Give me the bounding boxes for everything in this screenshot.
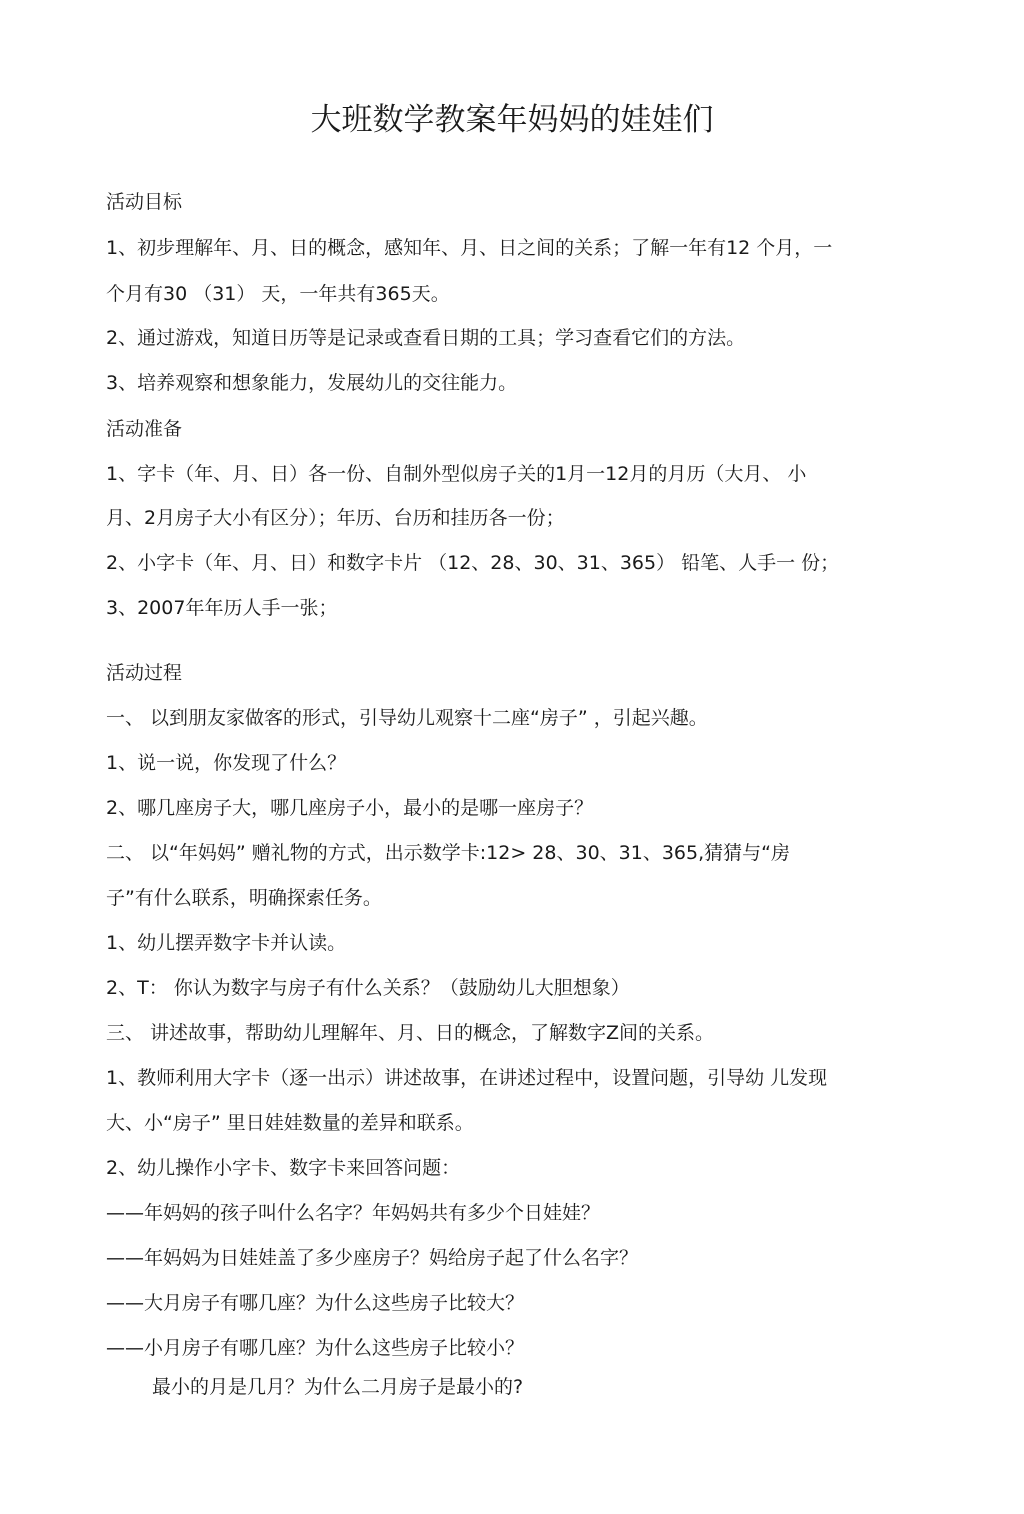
paragraph-line: 2、通过游戏，知道日历等是记录或查看日期的工具；学习查看它们的方法。 bbox=[106, 327, 746, 349]
paragraph-line: 2、幼儿操作小字卡、数字卡来回答问题： bbox=[106, 1157, 461, 1179]
paragraph-line: 月、2月房子大小有区分）；年历、台历和挂历各一份； bbox=[106, 507, 565, 529]
paragraph-line: 2、T： 你认为数字与房子有什么关系？（鼓励幼儿大胆想象） bbox=[106, 977, 630, 999]
paragraph-line: 大、小“房子” 里日娃娃数量的差异和联系。 bbox=[106, 1112, 474, 1134]
paragraph-line: 1、教师利用大字卡（逐一出示）讲述故事，在讲述过程中，设置问题，引导幼 儿发现 bbox=[106, 1067, 828, 1089]
section-heading-process: 活动过程 bbox=[106, 662, 183, 684]
paragraph-line: 一、 以到朋友家做客的形式，引导幼儿观察十二座“房子” ，引起兴趣。 bbox=[106, 707, 708, 729]
paragraph-line: 1、初步理解年、月、日的概念，感知年、月、日之间的关系；了解一年有12 个月，一 bbox=[106, 237, 833, 259]
paragraph-line: 1、幼儿摆弄数字卡并认读。 bbox=[106, 932, 347, 954]
paragraph-line: 1、说一说，你发现了什么？ bbox=[106, 752, 347, 774]
question-line: ——大月房子有哪几座？为什么这些房子比较大？ bbox=[106, 1292, 525, 1314]
document-title: 大班数学教案年妈妈的娃娃们 bbox=[310, 102, 714, 138]
paragraph-line: 三、 讲述故事，帮助幼儿理解年、月、日的概念，了解数字Z间的关系。 bbox=[106, 1022, 715, 1044]
paragraph-line: 子”有什么联系，明确探索任务。 bbox=[106, 887, 382, 909]
paragraph-line: 二、 以“年妈妈” 赠礼物的方式，出示数学卡:12> 28、30、31、365,猜猜与“房 bbox=[106, 842, 790, 864]
question-line: ——年妈妈为日娃娃盖了多少座房子？妈给房子起了什么名字？ bbox=[106, 1247, 639, 1269]
paragraph-line: 2、小字卡（年、月、日）和数字卡片 （12、28、30、31、365） 铅笔、人手一 份； bbox=[106, 552, 840, 574]
paragraph-line: 3、培养观察和想象能力，发展幼儿的交往能力。 bbox=[106, 372, 518, 394]
question-line: ——小月房子有哪几座？为什么这些房子比较小？ bbox=[106, 1337, 525, 1359]
section-heading-prep: 活动准备 bbox=[106, 418, 183, 440]
question-line: ——年妈妈的孩子叫什么名字？年妈妈共有多少个日娃娃？ bbox=[106, 1202, 601, 1224]
paragraph-line: 2、哪几座房子大，哪几座房子小，最小的是哪一座房子？ bbox=[106, 797, 594, 819]
paragraph-line: 个月有30 （31） 天，一年共有365天。 bbox=[106, 283, 450, 305]
paragraph-line: 1、字卡（年、月、日）各一份、自制外型似房子关的1月一12月的月历（大月、 小 bbox=[106, 463, 807, 485]
question-line-indented: 最小的月是几月？为什么二月房子是最小的? bbox=[152, 1376, 524, 1398]
paragraph-line: 3、2007年年历人手一张； bbox=[106, 597, 338, 619]
section-heading-goals: 活动目标 bbox=[106, 191, 183, 213]
